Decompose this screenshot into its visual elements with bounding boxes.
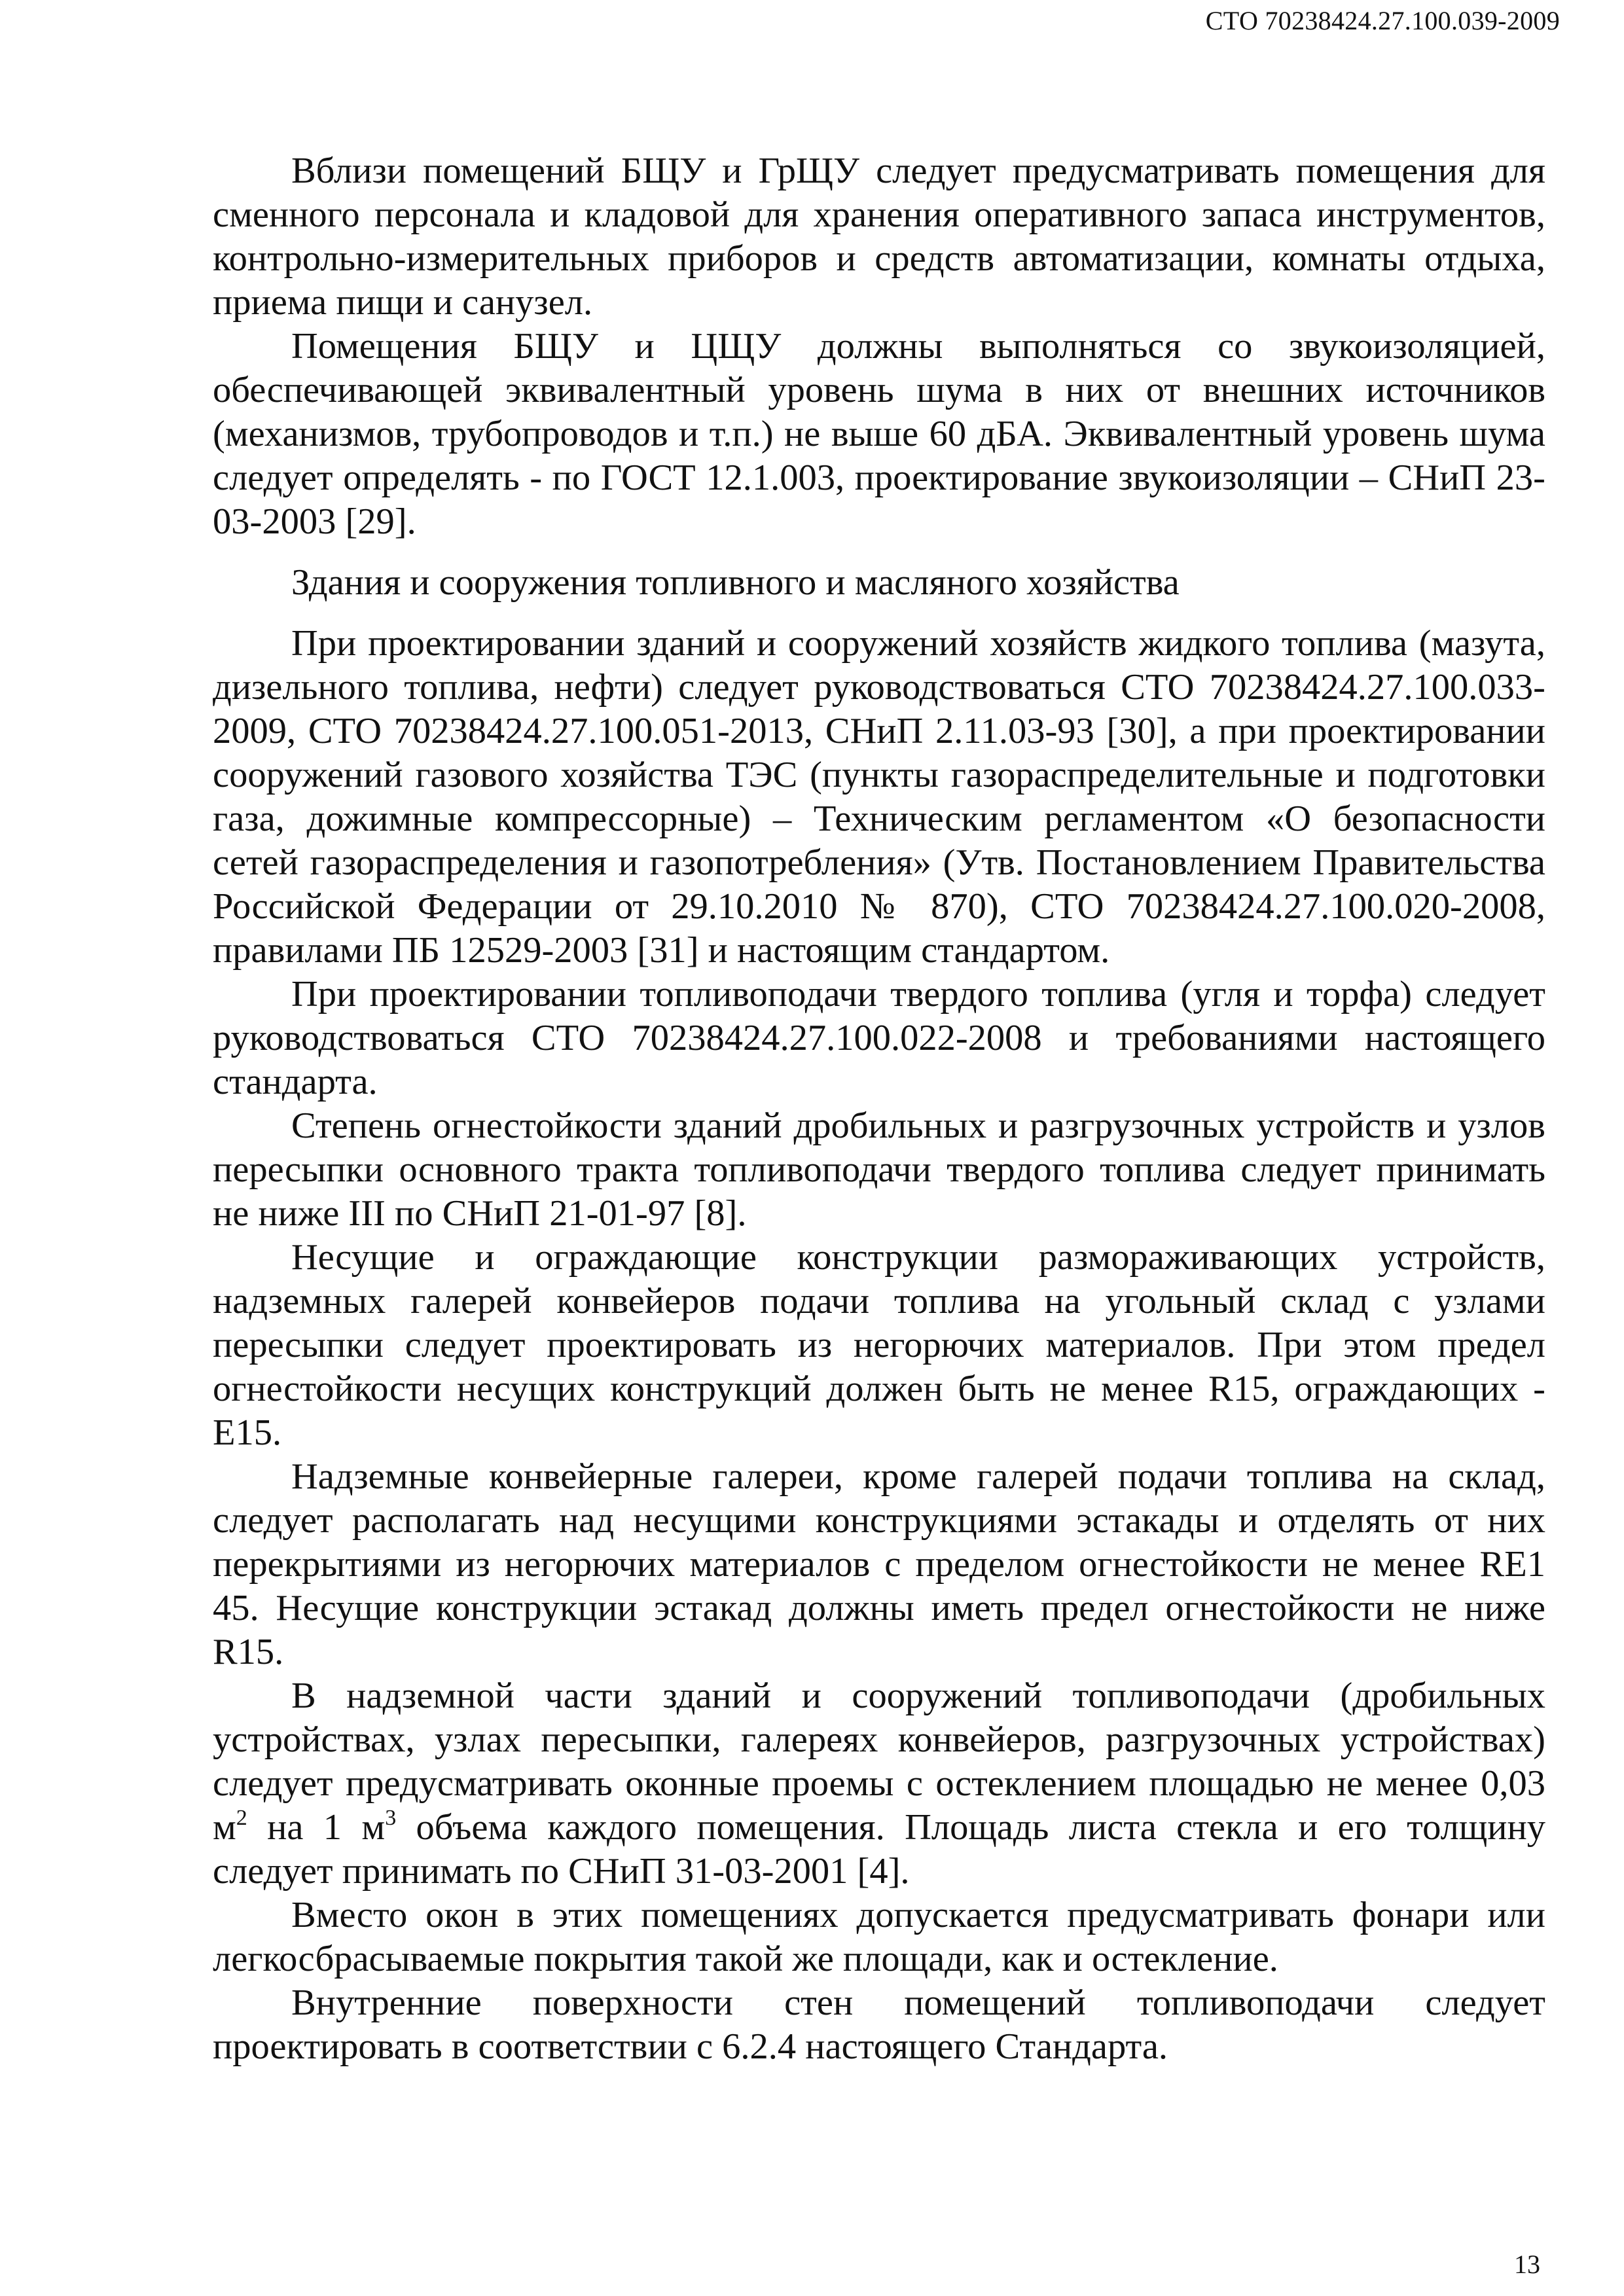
paragraph-load-bearing-structures: Несущие и ограждающие конструкции размораживающих устройств, надземных галерей конвейеров подачи топлива на угольный склад с узлами пересыпки следует проектировать из негорючих материалов. При этом предел огнестойкости несущих конструкций должен быть не менее R15, ограждающих - E15.	[213, 1237, 1545, 1453]
window-openings-text-3: объема каждого помещения. Площадь листа стекла и его толщину следует принимать по СНиП 31-03-2001 [4].	[213, 1807, 1546, 1892]
paragraph-window-openings	[213, 1674, 1545, 1893]
document-body	[213, 149, 1545, 2069]
superscript-square: 2	[236, 1806, 247, 1830]
superscript-cube: 3	[385, 1806, 397, 1830]
paragraph-sound-insulation: Помещения БЩУ и ЦЩУ должны выполняться со звукоизоляцией, обеспечивающей эквивалентный уровень шума в них от внешних источников (механизмов, трубопроводов и т.п.) не выше 60 дБА. Эквивалентный уровень шума следует определять - по ГОСТ 12.1.003, проектирование звукоизоляции – СНиП 23-03-2003 [29].	[213, 326, 1545, 542]
window-openings-text-1: В надземной части зданий и сооружений топливоподачи (дробильных устройствах, узлах пересыпки, галереях конвейеров, разгрузочных устройствах) следует предусматривать оконные проемы с остеклением площадью не менее 0,03 м	[213, 1676, 1545, 1848]
paragraph-conveyor-galleries: Надземные конвейерные галереи, кроме галерей подачи топлива на склад, следует располагать над несущими конструкциями эстакады и отделять от них перекрытиями из негорючих материалов с пределом огнестойкости не менее RE1 45. Несущие конструкции эстакад должны иметь предел огнестойкости не ниже R15.	[213, 1456, 1545, 1672]
page-number: 13	[1514, 2250, 1540, 2279]
paragraph-fire-resistance-degree: Степень огнестойкости зданий дробильных и разгрузочных устройств и узлов пересыпки основного тракта топливоподачи твердого топлива следует принимать не ниже III по СНиП 21-01-97 [8].	[213, 1105, 1545, 1234]
window-openings-text-2: на 1 м	[247, 1807, 386, 1848]
paragraph-solid-fuel-supply: При проектировании топливоподачи твердого топлива (угля и торфа) следует руководствоваться СТО 70238424.27.100.022-2008 и требованиями настоящего стандарта.	[213, 974, 1545, 1102]
document-code-header: СТО 70238424.27.100.039-2009	[1205, 6, 1560, 35]
paragraph-inner-wall-surfaces: Внутренние поверхности стен помещений топливоподачи следует проектировать в соответствии с 6.2.4 настоящего Стандарта.	[213, 1982, 1545, 2067]
paragraph-liquid-fuel-design: При проектировании зданий и сооружений хозяйств жидкого топлива (мазута, дизельного топлива, нефти) следует руководствоваться СТО 70238424.27.100.033-2009, СТО 70238424.27.100.051-2013, СНиП 2.11.03-93 [30], а при проектировании сооружений газового хозяйства ТЭС (пункты газораспределительные и подготовки газа, дожимные компрессорные) – Техническим регламентом «О безопасности сетей газораспределения и газопотребления» (Утв. Постановлением Правительства Российской Федерации от 29.10.2010 № 870), СТО 70238424.27.100.020-2008, правилами ПБ 12529-2003 [31] и настоящим стандартом.	[213, 623, 1545, 971]
section-heading-fuel-oil-facilities: Здания и сооружения топливного и масляного хозяйства	[291, 562, 1180, 603]
paragraph-skylights: Вместо окон в этих помещениях допускается предусматривать фонари или легкосбрасываемые покрытия такой же площади, как и остекление.	[213, 1895, 1545, 1979]
paragraph-staff-rooms: Вблизи помещений БЩУ и ГрЩУ следует предусматривать помещения для сменного персонала и кладовой для хранения оперативного запаса инструментов, контрольно-измерительных приборов и средств автоматизации, комнаты отдыха, приема пищи и санузел.	[213, 151, 1545, 323]
